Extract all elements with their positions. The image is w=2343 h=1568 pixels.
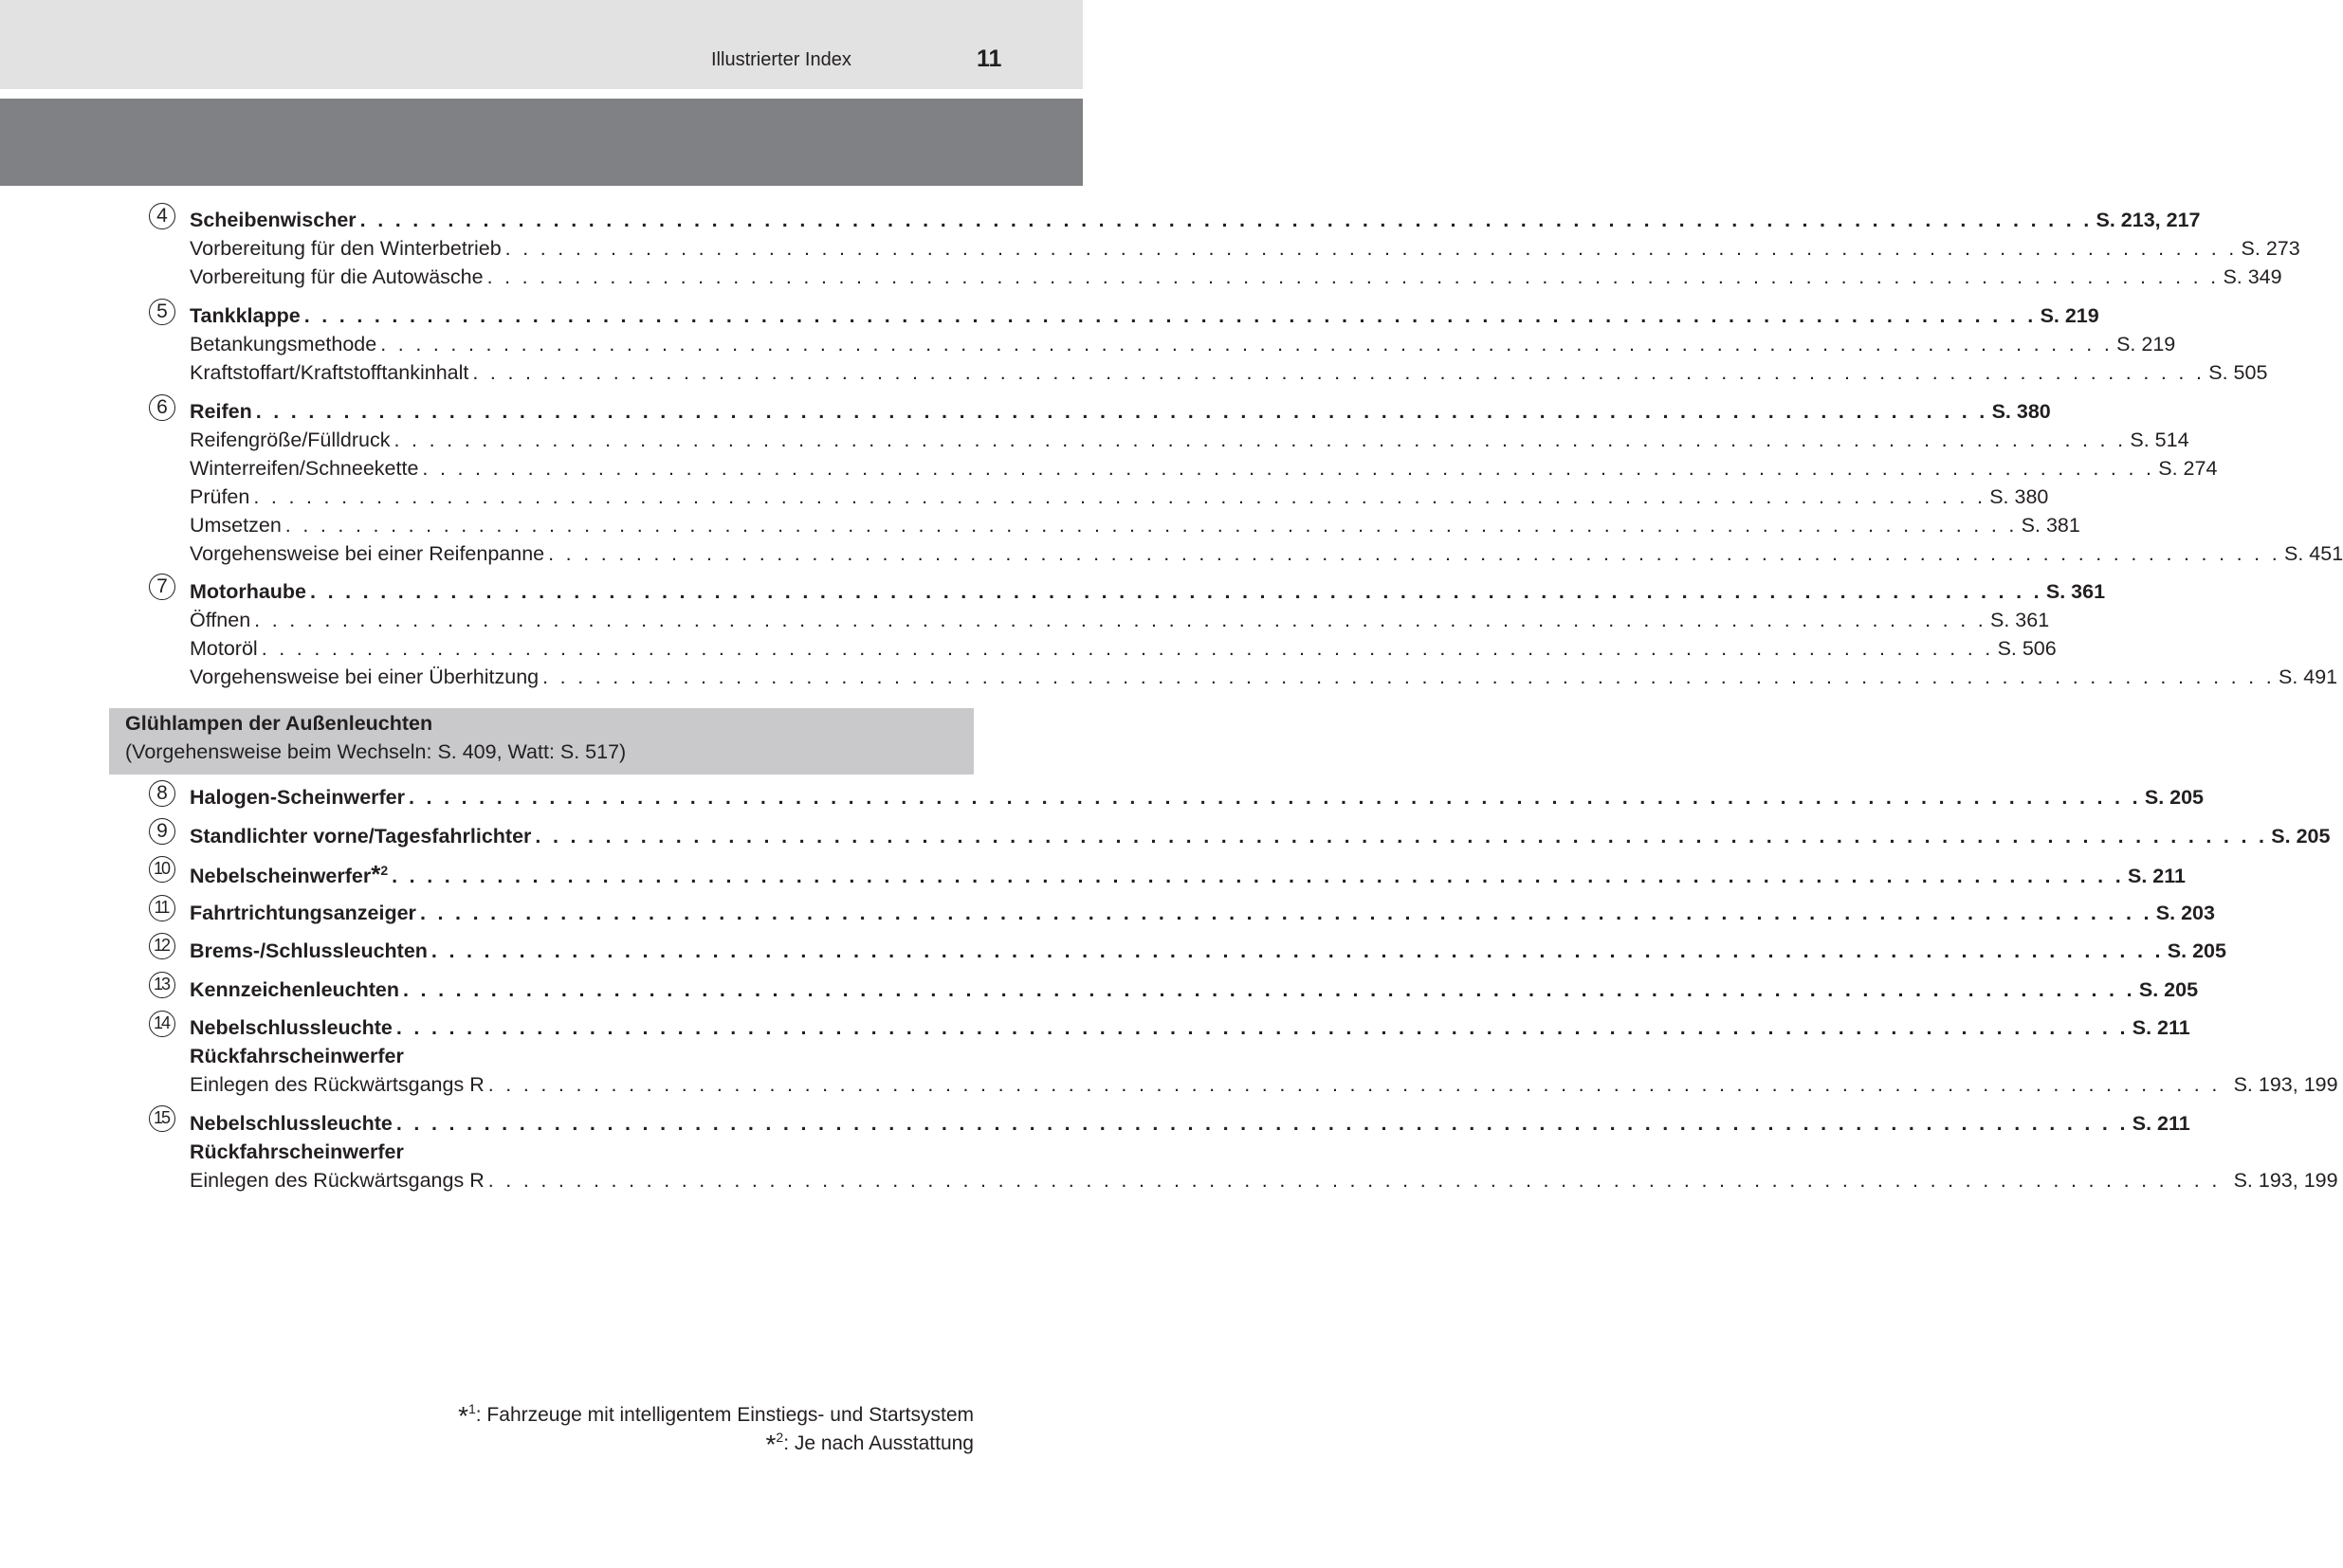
item-number-badge: 9 (149, 818, 175, 845)
index-entry-main (190, 397, 2051, 426)
footnote-number: 1 (467, 1401, 476, 1416)
entry-page-ref: S. 211 (2132, 1016, 2190, 1039)
entry-page-ref: S. 505 (2208, 361, 2268, 384)
index-entry-sub (190, 358, 2268, 387)
entry-label: Scheibenwischer (190, 209, 357, 231)
index-entry-main (190, 301, 2099, 330)
leader-dots: . . . . . . . . . . . . . . . . . . . . . . . . . . . . . . . . . . . . . . . . . . . . . . . . . . . . . . . . . . . . . . . . . . . . . . . . . . . . . . . . . . . . . . . . . . . . . . . . . . . (380, 333, 2114, 356)
index-entry-main (190, 860, 2186, 888)
footnote-text: : Je nach Ausstattung (783, 1432, 974, 1454)
entry-page-ref: S. 205 (2138, 978, 2199, 1001)
entry-page-ref: S. 514 (2130, 428, 2189, 451)
item-number-badge: 10 (149, 856, 175, 883)
entry-label: Kennzeichenleuchten (190, 978, 400, 1001)
index-entry-sub (190, 454, 2218, 483)
leader-dots: . . . . . . . . . . . . . . . . . . . . . . . . . . . . . . . . . . . . . . . . . . . . . . . . . . . . . . . . . . . . . . . . . . . . . . . . . . . . . . . . . . . . . . . . . . . . . . . . . . . (254, 609, 1987, 631)
footnote-marker: * (371, 860, 381, 888)
index-entry-sub (190, 483, 2049, 511)
index-entry-sub (190, 1070, 2338, 1099)
leader-dots: . . . . . . . . . . . . . . . . . . . . . . . . . . . . . . . . . . . . . . . . . . . . . . . . . . . . . . . . . . . . . . . . . . . . . . . . . . . . . . . . . . . . . . . . . . . . . . . . . . . (255, 400, 1988, 423)
bulb-section-title: Glühlampen der Außenleuchten (125, 712, 433, 735)
leader-dots: . . . . . . . . . . . . . . . . . . . . . . . . . . . . . . . . . . . . . . . . . . . . . . . . . . . . . . . . . . . . . . . . . . . . . . . . . . . . . . . . . . . . . . . . . . . . . . . . . . . (504, 237, 2238, 260)
entry-page-ref: S. 274 (2158, 457, 2218, 480)
entry-label: Einlegen des Rückwärtsgangs R (190, 1073, 485, 1096)
index-entry-sub (190, 663, 2338, 691)
leader-dots: . . . . . . . . . . . . . . . . . . . . . . . . . . . . . . . . . . . . . . . . . . . . . . . . . . . . . . . . . . . . . . . . . . . . . . . . . . . . . . . . . . . . . . . . . . . . . . . . . . . (487, 1169, 2221, 1192)
page-number: 11 (977, 46, 1002, 72)
entry-page-ref: S. 211 (2132, 1112, 2190, 1135)
entry-label: Winterreifen/Schneekette (190, 457, 419, 480)
item-number-badge: 4 (149, 203, 175, 229)
index-entry-sub (190, 234, 2300, 263)
entry-label: Motorhaube (190, 580, 307, 603)
index-entry-main (190, 975, 2199, 1004)
leader-dots: . . . . . . . . . . . . . . . . . . . . . . . . . . . . . . . . . . . . . . . . . . . . . . . . . . . . . . . . . . . . . . . . . . . . . . . . . . . . . . . . . . . . . . . . . . . . . . . . . . . (392, 865, 2124, 887)
item-number-badge: 8 (149, 780, 175, 807)
item-number-badge: 5 (149, 299, 175, 325)
entry-page-ref: S. 273 (2241, 237, 2300, 260)
index-entry-main (190, 206, 2201, 234)
footnote-text: : Fahrzeuge mit intelligentem Einstiegs- und Startsystem (475, 1404, 974, 1426)
index-entry-main (190, 937, 2226, 965)
footnote-marker: * (765, 1430, 777, 1459)
entry-page-ref: S. 506 (1997, 637, 2057, 660)
index-entry-main (190, 1042, 929, 1070)
leader-dots: . . . . . . . . . . . . . . . . . . . . . . . . . . . . . . . . . . . . . . . . . . . . . . . . . . . . . . . . . . . . . . . . . . . . . . . . . . . . . . . . . . . . . . . . . . . . . . . . . . . (303, 304, 2037, 327)
index-entry-sub (190, 330, 2176, 358)
entry-page-ref: S. 219 (2116, 333, 2176, 356)
entry-page-ref: S. 491 (2278, 665, 2338, 688)
leader-dots: . . . . . . . . . . . . . . . . . . . . . . . . . . . . . . . . . . . . . . . . . . . . . . . . . . . . . . . . . . . . . . . . . . . . . . . . . . . . . . . . . . . . . . . . . . . . . . . . . . . (261, 637, 1994, 660)
item-number-badge: 12 (149, 933, 175, 959)
entry-page-ref: S. 205 (2144, 786, 2205, 809)
leader-dots: . . . . . . . . . . . . . . . . . . . . . . . . . . . . . . . . . . . . . . . . . . . . . . . . . . . . . . . . . . . . . . . . . . . . . . . . . . . . . . . . . . . . . . . . . . . . . . . . . . . (403, 978, 2135, 1001)
bulb-section-subtitle: (Vorgehensweise beim Wechseln: S. 409, Watt: S. 517) (125, 740, 627, 763)
index-entry-sub (190, 539, 2343, 568)
item-number-badge: 6 (149, 394, 175, 421)
entry-label: Halogen-Scheinwerfer (190, 786, 405, 809)
footnote-marker: * (458, 1401, 468, 1431)
item-number-badge: 7 (149, 574, 175, 600)
index-entry-main (190, 1138, 929, 1166)
footnote (765, 1430, 974, 1459)
footnote-number: 2 (776, 1430, 784, 1445)
entry-label-text: Nebelscheinwerfer (190, 865, 372, 887)
entry-label: Prüfen (190, 485, 250, 508)
leader-dots: . . . . . . . . . . . . . . . . . . . . . . . . . . . . . . . . . . . . . . . . . . . . . . . . . . . . . . . . . . . . . . . . . . . . . . . . . . . . . . . . . . . . . . . . . . . . . . . . . . . (395, 1112, 2129, 1135)
entry-label: Einlegen des Rückwärtsgangs R (190, 1169, 485, 1192)
entry-page-ref: S. 205 (2271, 825, 2331, 848)
entry-page-ref: S. 203 (2155, 902, 2215, 924)
index-entry-sub (190, 606, 2050, 634)
leader-dots: . . . . . . . . . . . . . . . . . . . . . . . . . . . . . . . . . . . . . . . . . . . . . . . . . . . . . . . . . . . . . . . . . . . . . . . . . . . . . . . . . . . . . . . . . . . . . . . . . . . (535, 825, 2268, 848)
footnote-number: 2 (380, 862, 389, 878)
leader-dots: . . . . . . . . . . . . . . . . . . . . . . . . . . . . . . . . . . . . . . . . . . . . . . . . . . . . . . . . . . . . . . . . . . . . . . . . . . . . . . . . . . . . . . . . . . . . . . . . . . . (395, 1016, 2129, 1039)
leader-dots: . . . . . . . . . . . . . . . . . . . . . . . . . . . . . . . . . . . . . . . . . . . . . . . . . . . . . . . . . . . . . . . . . . . . . . . . . . . . . . . . . . . . . . . . . . . . . . . . . . . (422, 457, 2155, 480)
index-entry-sub (190, 263, 2282, 291)
entry-label: Vorbereitung für die Autowäsche (190, 265, 484, 288)
leader-dots: . . . . . . . . . . . . . . . . . . . . . . . . . . . . . . . . . . . . . . . . . . . . . . . . . . . . . . . . . . . . . . . . . . . . . . . . . . . . . . . . . . . . . . . . . . . . . . . . . . . (359, 209, 2093, 231)
entry-label: Reifen (190, 400, 252, 423)
leader-dots: . . . . . . . . . . . . . . . . . . . . . . . . . . . . . . . . . . . . . . . . . . . . . . . . . . . . . . . . . . . . . . . . . . . . . . . . . . . . . . . . . . . . . . . . . . . . . . . . . . . (253, 485, 1986, 508)
entry-page-ref: S. 380 (1989, 485, 2049, 508)
entry-label: Tankklappe (190, 304, 301, 327)
leader-dots: . . . . . . . . . . . . . . . . . . . . . . . . . . . . . . . . . . . . . . . . . . . . . . . . . . . . . . . . . . . . . . . . . . . . . . . . . . . . . . . . . . . . . . . . . . . . . . . . . . . (284, 514, 2018, 537)
entry-label: Vorgehensweise bei einer Reifenpanne (190, 542, 545, 565)
entry-page-ref: S. 213, 217 (2096, 209, 2201, 231)
entry-label: Vorbereitung für den Winterbetrieb (190, 237, 502, 260)
index-entry-main (190, 1109, 2190, 1138)
index-entry-sub (190, 634, 2057, 663)
entry-label: Standlichter vorne/Tagesfahrlichter (190, 825, 532, 848)
entry-page-ref: S. 361 (2045, 580, 2106, 603)
entry-label: Kraftstoffart/Kraftstofftankinhalt (190, 361, 469, 384)
entry-label: Umsetzen (190, 514, 282, 537)
entry-label: Reifengröße/Fülldruck (190, 428, 391, 451)
entry-label: Nebelschlussleuchte (190, 1016, 393, 1039)
leader-dots: . . . . . . . . . . . . . . . . . . . . . . . . . . . . . . . . . . . . . . . . . . . . . . . . . . . . . . . . . . . . . . . . . . . . . . . . . . . . . . . . . . . . . . . . . . . . . . . . . . . (430, 939, 2164, 962)
entry-label: Motoröl (190, 637, 258, 660)
entry-label: Fahrtrichtungsanzeiger (190, 902, 416, 924)
entry-page-ref: S. 349 (2223, 265, 2282, 288)
leader-dots: . . . . . . . . . . . . . . . . . . . . . . . . . . . . . . . . . . . . . . . . . . . . . . . . . . . . . . . . . . . . . . . . . . . . . . . . . . . . . . . . . . . . . . . . . . . . . . . . . . . (409, 786, 2141, 809)
leader-dots: . . . . . . . . . . . . . . . . . . . . . . . . . . . . . . . . . . . . . . . . . . . . . . . . . . . . . . . . . . . . . . . . . . . . . . . . . . . . . . . . . . . . . . . . . . . . . . . . . . . (310, 580, 2042, 603)
entry-label (190, 860, 388, 890)
entry-page-ref: S. 361 (1990, 609, 2050, 631)
entry-label: Nebelschlussleuchte (190, 1112, 393, 1135)
item-number-badge: 11 (149, 895, 175, 921)
index-entry-sub (190, 426, 2189, 454)
entry-page-ref: S. 193, 199 (2233, 1169, 2338, 1192)
entry-label: Brems-/Schlussleuchten (190, 939, 428, 962)
entry-page-ref: S. 381 (2021, 514, 2080, 537)
index-entry-main (190, 783, 2205, 811)
index-entry-main (190, 577, 2106, 606)
entry-page-ref: S. 380 (1991, 400, 2051, 423)
index-entry-main (190, 1013, 2190, 1042)
item-number-badge: 14 (149, 1011, 175, 1037)
leader-dots: . . . . . . . . . . . . . . . . . . . . . . . . . . . . . . . . . . . . . . . . . . . . . . . . . . . . . . . . . . . . . . . . . . . . . . . . . . . . . . . . . . . . . . . . . . . . . . . . . . . (548, 542, 2280, 565)
item-number-badge: 13 (149, 972, 175, 998)
entry-page-ref: S. 219 (2040, 304, 2099, 327)
leader-dots: . . . . . . . . . . . . . . . . . . . . . . . . . . . . . . . . . . . . . . . . . . . . . . . . . . . . . . . . . . . . . . . . . . . . . . . . . . . . . . . . . . . . . . . . . . . . . . . . . . . (394, 428, 2127, 451)
leader-dots: . . . . . . . . . . . . . . . . . . . . . . . . . . . . . . . . . . . . . . . . . . . . . . . . . . . . . . . . . . . . . . . . . . . . . . . . . . . . . . . . . . . . . . . . . . . . . . . . . . . (472, 361, 2206, 384)
item-number-badge: 15 (149, 1105, 175, 1132)
section-title: Illustrierter Index (711, 49, 851, 70)
leader-dots: . . . . . . . . . . . . . . . . . . . . . . . . . . . . . . . . . . . . . . . . . . . . . . . . . . . . . . . . . . . . . . . . . . . . . . . . . . . . . . . . . . . . . . . . . . . . . . . . . . . (542, 665, 2275, 688)
index-entry-main (190, 822, 2331, 850)
entry-label: Rückfahrscheinwerfer (190, 1045, 404, 1067)
entry-page-ref: S. 193, 199 (2233, 1073, 2338, 1096)
leader-dots: . . . . . . . . . . . . . . . . . . . . . . . . . . . . . . . . . . . . . . . . . . . . . . . . . . . . . . . . . . . . . . . . . . . . . . . . . . . . . . . . . . . . . . . . . . . . . . . . . . . (487, 1073, 2221, 1096)
header-dark-band (0, 99, 1083, 186)
entry-label: Rückfahrscheinwerfer (190, 1140, 404, 1163)
leader-dots: . . . . . . . . . . . . . . . . . . . . . . . . . . . . . . . . . . . . . . . . . . . . . . . . . . . . . . . . . . . . . . . . . . . . . . . . . . . . . . . . . . . . . . . . . . . . . . . . . . . (486, 265, 2220, 288)
header-band (0, 0, 1083, 89)
leader-dots: . . . . . . . . . . . . . . . . . . . . . . . . . . . . . . . . . . . . . . . . . . . . . . . . . . . . . . . . . . . . . . . . . . . . . . . . . . . . . . . . . . . . . . . . . . . . . . . . . . . (419, 902, 2152, 924)
entry-label: Betankungsmethode (190, 333, 377, 356)
entry-page-ref: S. 205 (2167, 939, 2226, 962)
entry-page-ref: S. 451 (2284, 542, 2343, 565)
index-entry-main (190, 899, 2215, 927)
entry-page-ref: S. 211 (2127, 865, 2186, 887)
entry-label: Öffnen (190, 609, 251, 631)
index-entry-sub (190, 511, 2080, 539)
entry-label: Vorgehensweise bei einer Überhitzung (190, 665, 540, 688)
footnote (458, 1401, 974, 1431)
index-entry-sub (190, 1166, 2338, 1194)
